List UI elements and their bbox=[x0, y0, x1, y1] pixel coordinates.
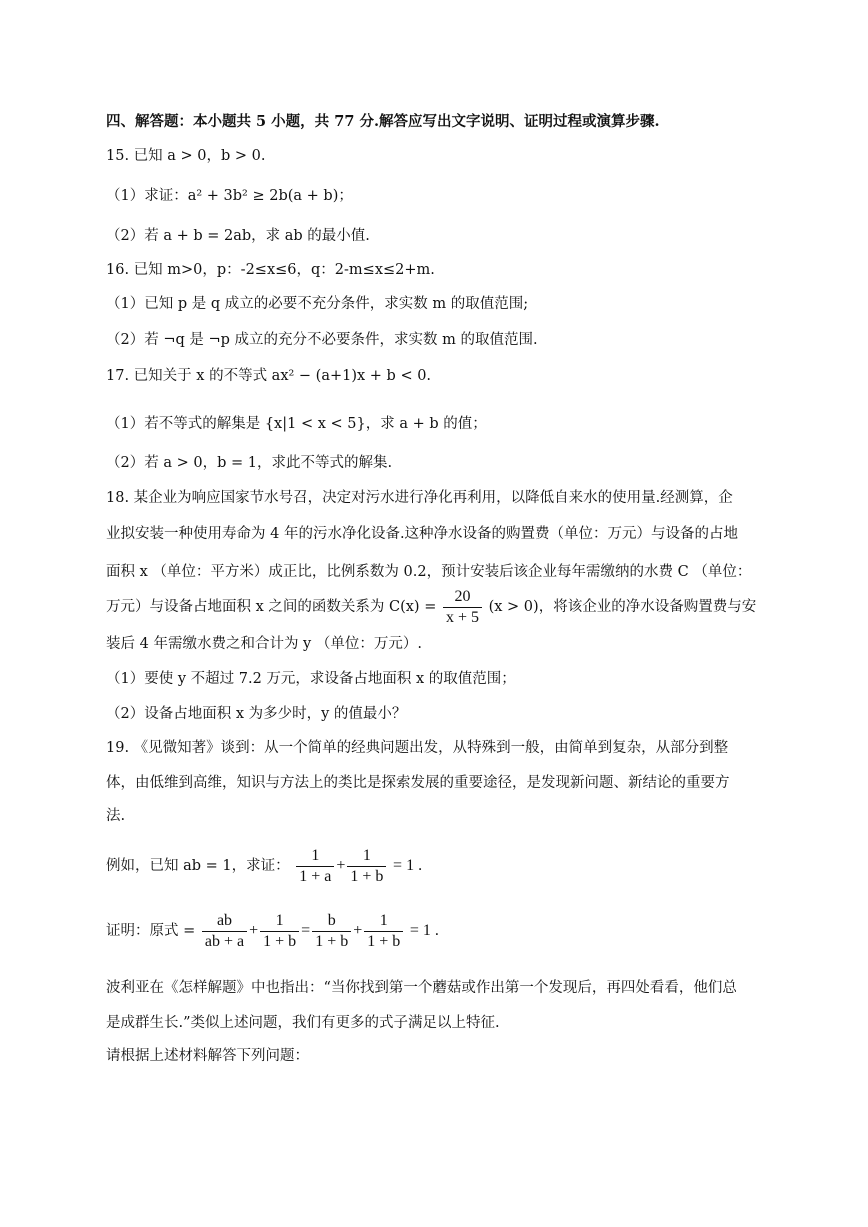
proof-fraction-1 bbox=[202, 911, 247, 952]
fraction-numerator: b bbox=[312, 911, 351, 932]
fraction-numerator: 1 bbox=[296, 846, 334, 867]
polya-line2: 是成群生长.”类似上述问题，我们有更多的式子满足以上特征. bbox=[106, 1015, 500, 1031]
fraction-numerator: 1 bbox=[260, 911, 299, 932]
plus-sign: + bbox=[353, 922, 363, 939]
fraction-numerator: 1 bbox=[364, 911, 403, 932]
proof-fraction-4 bbox=[364, 911, 403, 952]
fraction-numerator: ab bbox=[202, 911, 247, 932]
example-fraction-1 bbox=[296, 846, 334, 887]
example-suffix: = 1 . bbox=[393, 857, 423, 874]
q16-part1: （1）已知 p 是 q 成立的必要不充分条件，求实数 m 的取值范围; bbox=[106, 296, 529, 312]
q15-part2: （2）若 a + b = 2ab，求 ab 的最小值. bbox=[106, 228, 370, 244]
q16-stem: 16. 已知 m>0，p：-2≤x≤6，q：2-m≤x≤2+m. bbox=[106, 262, 435, 278]
q19-line3: 法. bbox=[106, 808, 126, 824]
q18-part2: （2）设备占地面积 x 为多少时，y 的值最小？ bbox=[106, 706, 407, 722]
q19-line1: 19. 《见微知著》谈到：从一个简单的经典问题出发，从特殊到一般，由简单到复杂，从部分到整 bbox=[106, 740, 729, 756]
q16-part2: （2）若 ¬q 是 ¬p 成立的充分不必要条件，求实数 m 的取值范围. bbox=[106, 332, 538, 348]
q17-part1: （1）若不等式的解集是 {x|1 < x < 5}，求 a + b 的值； bbox=[106, 416, 487, 432]
example-fraction-2 bbox=[347, 846, 386, 887]
q19-line2: 体，由低维到高维，知识与方法上的类比是探索发展的重要途径，是发现新问题、新结论的重要方 bbox=[106, 775, 730, 791]
proof-suffix: = 1 . bbox=[409, 922, 439, 939]
plus-sign: + bbox=[336, 857, 346, 874]
q18-line4 bbox=[106, 586, 756, 628]
section-heading: 四、解答题：本小题共 5 小题，共 77 分.解答应写出文字说明、证明过程或演算步骤. bbox=[106, 113, 660, 130]
q18-line2: 业拟安装一种使用寿命为 4 年的污水净化设备.这种净水设备的购置费（单位：万元）与设备的占地 bbox=[106, 526, 739, 542]
example-prefix: 例如，已知 ab = 1，求证： bbox=[106, 858, 290, 874]
q17-part2: （2）若 a > 0，b = 1，求此不等式的解集. bbox=[106, 455, 393, 471]
plus-sign: + bbox=[249, 922, 259, 939]
proof-fraction-3 bbox=[312, 911, 351, 952]
fraction-denominator: 1 + a bbox=[299, 867, 332, 885]
proof-prefix: 证明：原式 = bbox=[106, 923, 196, 939]
q17-stem: 17. 已知关于 x 的不等式 ax² − (a+1)x + b < 0. bbox=[106, 368, 432, 384]
equals-sign: = bbox=[301, 922, 311, 939]
closing-line: 请根据上述材料解答下列问题： bbox=[106, 1048, 309, 1064]
cost-function-fraction bbox=[443, 587, 482, 628]
fraction-denominator: x + 5 bbox=[445, 608, 479, 626]
q18-line5: 装后 4 年需缴水费之和合计为 y （单位：万元）. bbox=[106, 636, 422, 652]
q18-line4-prefix: 万元）与设备占地面积 x 之间的函数关系为 C(x) = bbox=[106, 599, 437, 615]
fraction-denominator: 1 + b bbox=[263, 932, 297, 950]
q18-line4-suffix: (x > 0)，将该企业的净水设备购置费与安 bbox=[488, 599, 757, 615]
fraction-denominator: 1 + b bbox=[367, 932, 401, 950]
fraction-numerator: 20 bbox=[443, 587, 482, 608]
q18-line1: 18. 某企业为响应国家节水号召，决定对污水进行净化再利用，以降低自来水的使用量.经测算，企 bbox=[106, 490, 733, 506]
fraction-denominator: 1 + b bbox=[315, 932, 349, 950]
fraction-numerator: 1 bbox=[347, 846, 386, 867]
polya-line1: 波利亚在《怎样解题》中也指出：“当你找到第一个蘑菇或作出第一个发现后，再四处看看，他们总 bbox=[106, 980, 737, 996]
q18-line3: 面积 x （单位：平方米）成正比，比例系数为 0.2，预计安装后该企业每年需缴纳的水费 C （单位： bbox=[106, 564, 752, 580]
fraction-denominator: 1 + b bbox=[350, 867, 384, 885]
q19-proof bbox=[106, 910, 439, 952]
q15-part1: （1）求证：a² + 3b² ≥ 2b(a + b)； bbox=[106, 188, 353, 204]
fraction-denominator: ab + a bbox=[204, 932, 245, 950]
proof-fraction-2 bbox=[260, 911, 299, 952]
q15-stem: 15. 已知 a > 0，b > 0. bbox=[106, 148, 266, 164]
q19-example bbox=[106, 845, 422, 887]
q18-part1: （1）要使 y 不超过 7.2 万元，求设备占地面积 x 的取值范围； bbox=[106, 671, 516, 687]
